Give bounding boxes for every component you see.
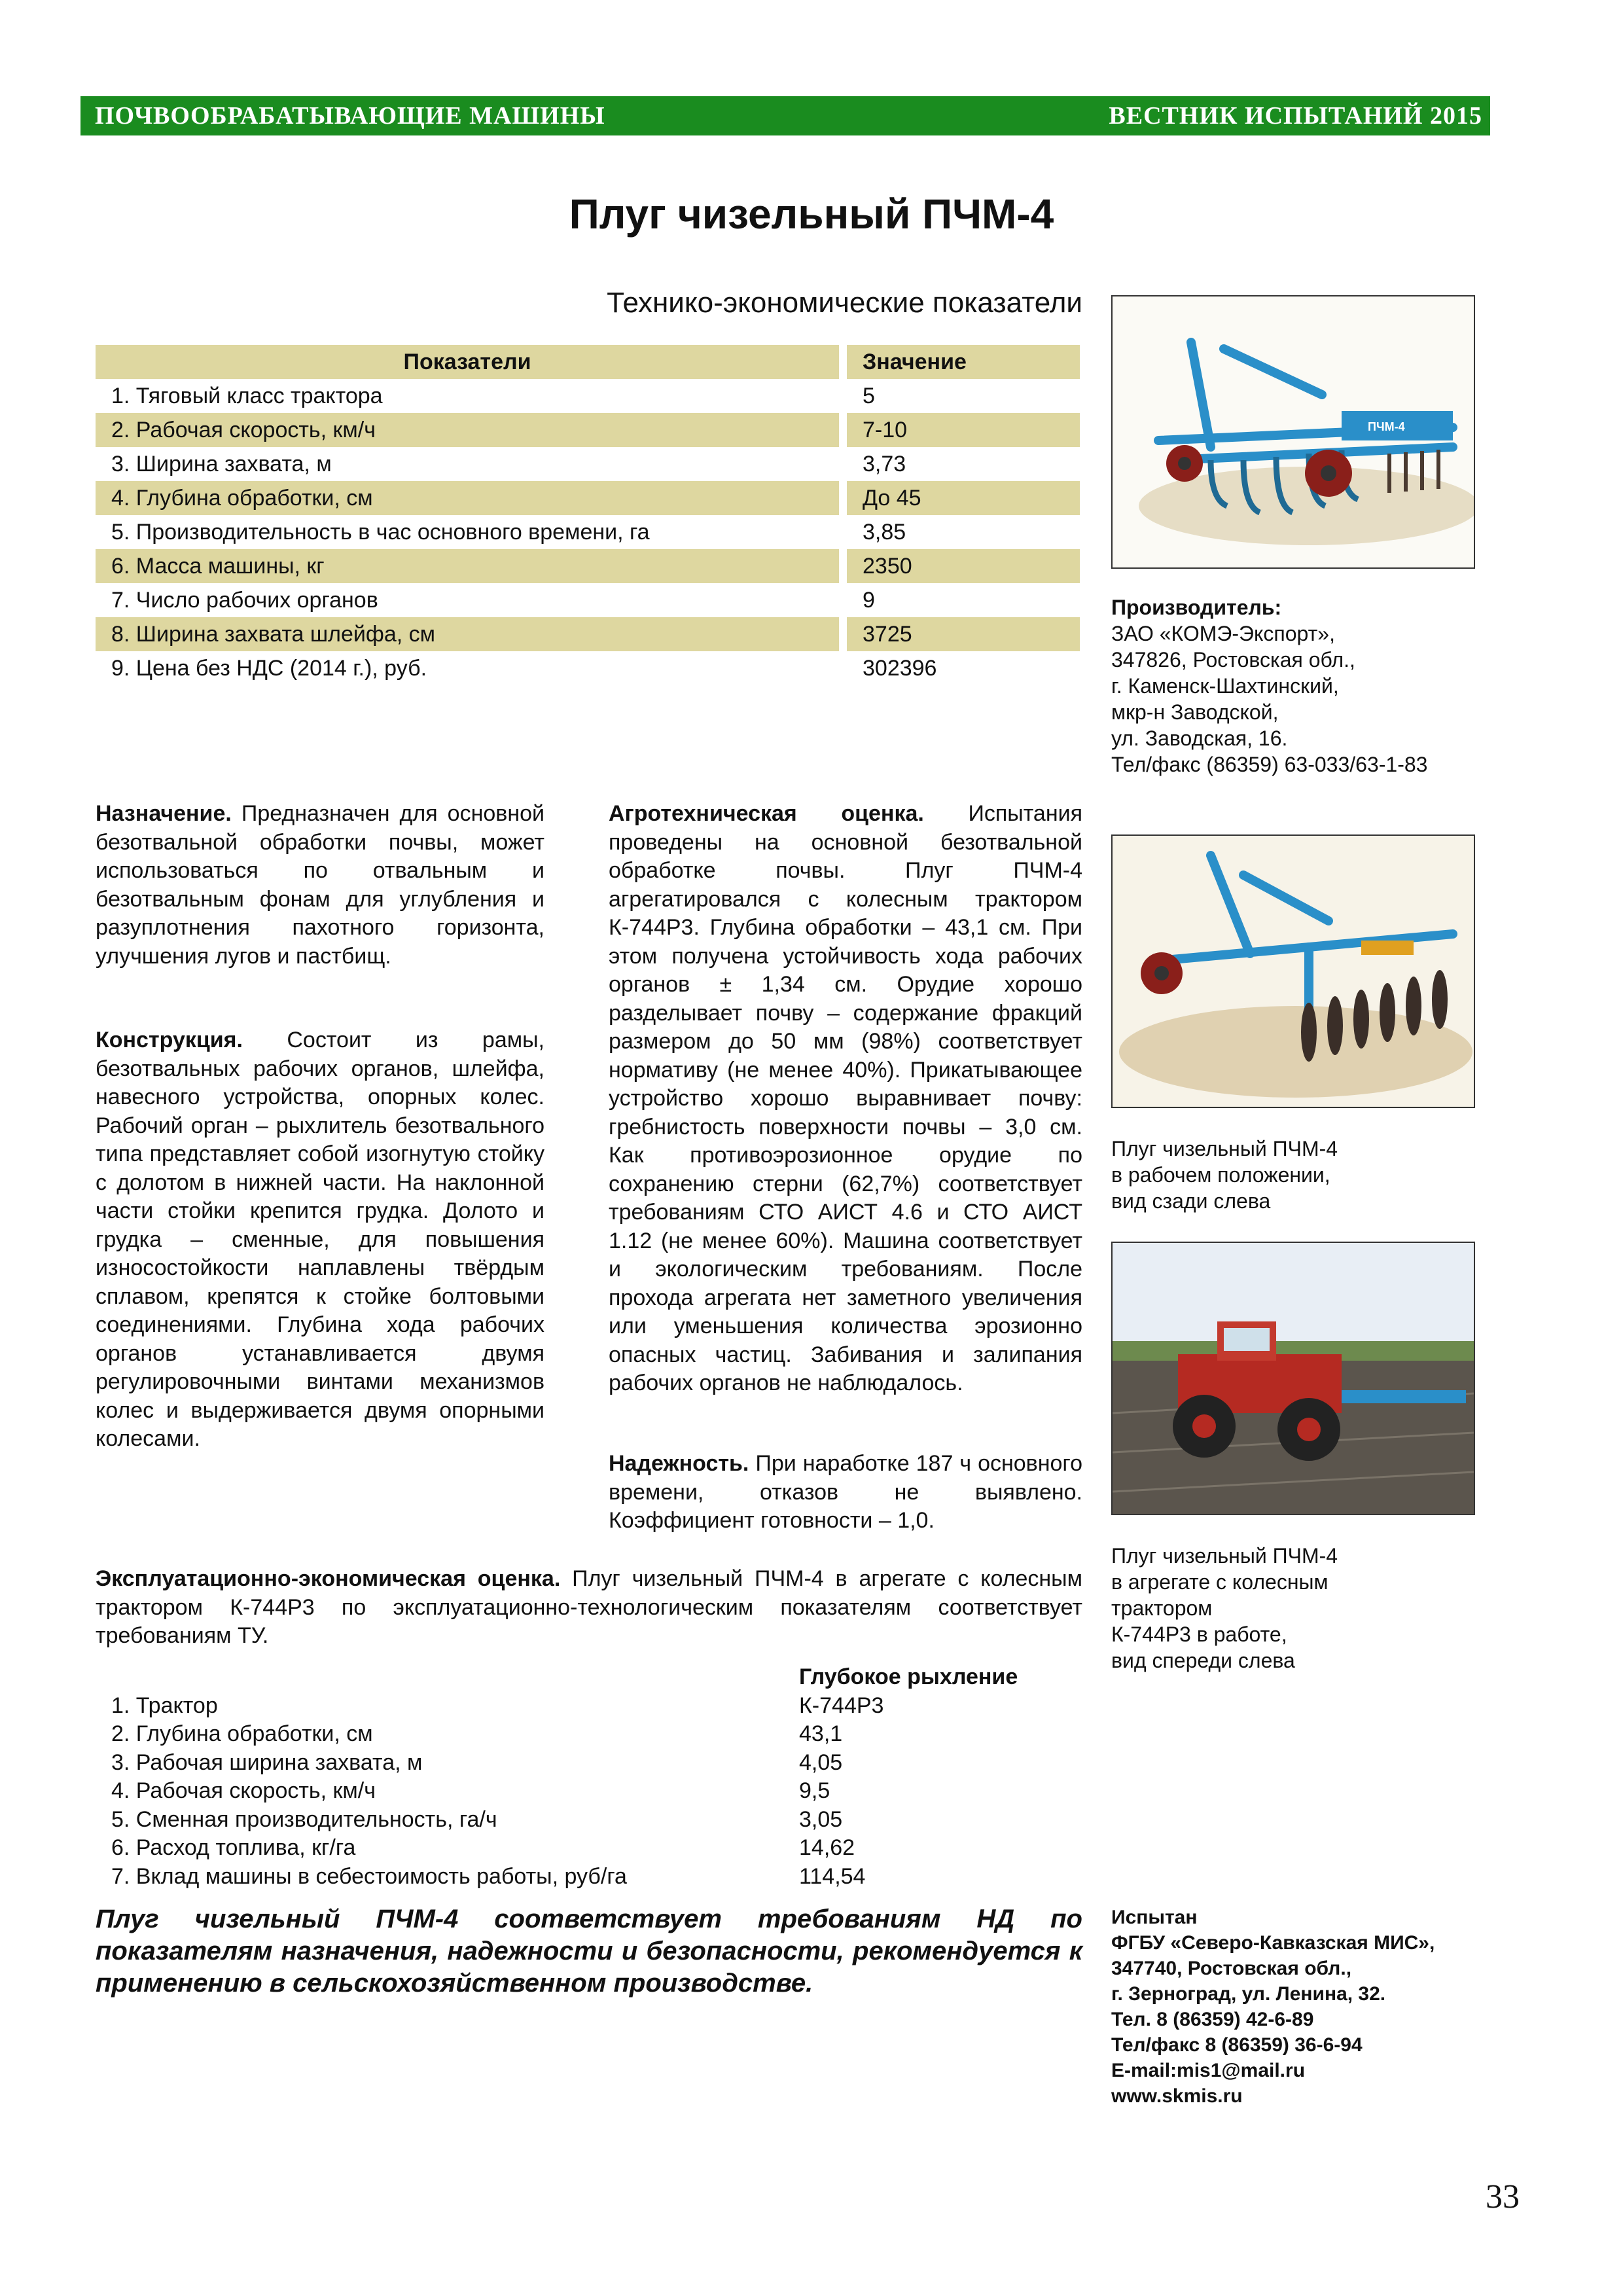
manufacturer-line: мкр-н Заводской,	[1111, 700, 1279, 724]
exploit-row	[96, 1749, 1077, 1778]
tractor-photo	[1111, 1242, 1475, 1515]
caption-line: вид сзади слева	[1111, 1189, 1271, 1213]
spec-label: 7. Число рабочих органов	[111, 587, 378, 613]
spec-row	[96, 481, 1080, 515]
tractor-illustration	[1113, 1243, 1474, 1514]
header-bar	[80, 96, 1490, 135]
manufacturer-block	[1111, 594, 1478, 778]
exploit-label: 3. Рабочая ширина захвата, м	[111, 1749, 423, 1775]
caption-line: в рабочем положении,	[1111, 1163, 1330, 1187]
agro-section	[609, 800, 1082, 1398]
tester-line: ФГБУ «Северо-Кавказская МИС»,	[1111, 1932, 1435, 1954]
spec-label: 4. Глубина обработки, см	[96, 481, 839, 515]
exploit-table	[96, 1663, 1077, 1891]
spec-row	[96, 583, 1080, 617]
exploit-row	[96, 1720, 1077, 1749]
spec-row	[96, 617, 1080, 651]
spec-header-value: Значение	[847, 345, 1080, 379]
spec-row	[96, 515, 1080, 549]
exploit-row	[96, 1834, 1077, 1863]
manufacturer-line: 347826, Ростовская обл.,	[1111, 648, 1355, 672]
caption-line: трактором	[1111, 1596, 1213, 1620]
plow-plate-text: ПЧМ-4	[1368, 420, 1405, 433]
construction-text: Состоит из рамы, безотвальных рабочих органов, шлейфа, навесного устройства, опорных колес. Рабочий орган – рыхлитель безотвального типа представляет собой изогнутую стойку с долотом в нижней части. На наклонной части стойки крепится грудка. Долото и грудка – сменные, для повышения износостойкости наплавлены твёрдым сплавом, крепятся к стойке болтовыми соединениями. Глубина хода рабочих органов устанавливается двумя регулировочными винтами механизмов колес и выдерживается двумя опорными колесами.	[96, 1028, 544, 1451]
caption-line: вид спереди слева	[1111, 1649, 1295, 1672]
spec-value: До 45	[847, 481, 1080, 515]
tester-line: г. Зерноград, ул. Ленина, 32.	[1111, 1983, 1386, 2005]
tester-line: E-mail:mis1@mail.ru	[1111, 2060, 1306, 2081]
purpose-heading: Назначение.	[96, 801, 232, 826]
exploit-label: 6. Расход топлива, кг/га	[111, 1835, 356, 1861]
exploit-value: 9,5	[799, 1778, 830, 1804]
spec-row	[96, 413, 1080, 447]
exploit-header: Глубокое рыхление	[799, 1664, 1018, 1690]
spec-table	[96, 345, 1080, 685]
caption-line: К-744Р3 в работе,	[1111, 1623, 1287, 1646]
purpose-text: Предназначен для основной безотвальной обработки почвы, может использоваться по отвальным и безотвальным фонам для углубления и разуплотнения пахотного горизонта, улучшения лугов и пастбищ.	[96, 801, 544, 969]
manufacturer-line: ул. Заводская, 16.	[1111, 726, 1288, 750]
exploit-label: 7. Вклад машины в себестоимость работы, руб/га	[111, 1863, 627, 1889]
page-title: Плуг чизельный ПЧМ-4	[569, 190, 1054, 238]
photo2-caption	[1111, 1136, 1478, 1214]
page-number: 33	[1486, 2178, 1520, 2215]
agro-text: Испытания проведены на основной безотвальной обработке почвы. Плуг ПЧМ-4 агрегатировался с колесным трактором К-744Р3. Глубина обработки – 43,1 см. При этом получена устойчивость хода рабочих органов ± 1,34 см. Орудие хорошо разделывает почву – содержание фракций размером до 50 мм (98%) соответствует нормативу (не менее 40%). Прикатывающее устройство хорошо выравнивает почву: гребнистость поверхности почвы – 3,0 см. Как противоэрозионное орудие по сохранению стерни (62,7%) соответствует требованиям СТО АИСТ 4.6 и СТО АИСТ 1.12 (не менее 60%). Машина соответствует и экологическим требованиям. После прохода агрегата нет заметного увеличения или уменьшения количества эрозионно опасных частиц. Забивания и залипания рабочих органов не наблюдалось.	[609, 801, 1083, 1395]
caption-line: Плуг чизельный ПЧМ-4	[1111, 1544, 1338, 1568]
spec-label: 6. Масса машины, кг	[96, 549, 839, 583]
spec-label: 1. Тяговый класс трактора	[111, 383, 383, 408]
exploit-section	[96, 1565, 1082, 1651]
exploit-label: 4. Рабочая скорость, км/ч	[111, 1778, 376, 1804]
exploit-label: 1. Трактор	[111, 1693, 218, 1718]
construction-section	[96, 1026, 544, 1454]
exploit-row	[96, 1806, 1077, 1835]
exploit-row	[96, 1863, 1077, 1892]
reliability-heading: Надежность.	[609, 1451, 749, 1476]
construction-heading: Конструкция.	[96, 1028, 243, 1052]
exploit-value: 14,62	[799, 1835, 855, 1861]
section-title: ПОЧВООБРАБАТЫВАЮЩИЕ МАШИНЫ	[95, 102, 605, 130]
reliability-section	[609, 1450, 1082, 1535]
caption-line: в агрегате с колесным	[1111, 1570, 1329, 1594]
spec-value: 7-10	[847, 413, 1080, 447]
manufacturer-label: Производитель:	[1111, 596, 1282, 619]
tester-line: 347740, Ростовская обл.,	[1111, 1958, 1352, 1979]
reliability-text: При наработке 187 ч основного времени, отказов не выявлено. Коэффициент готовности – 1,0.	[609, 1451, 1082, 1533]
plow-illustration	[1113, 296, 1474, 567]
exploit-header-row	[96, 1663, 1077, 1692]
tester-block	[1111, 1905, 1478, 2109]
spec-row	[96, 379, 1080, 413]
exploit-label: 5. Сменная производительность, га/ч	[111, 1806, 497, 1832]
spec-header-indicator: Показатели	[96, 345, 839, 379]
exploit-value: 43,1	[799, 1721, 843, 1747]
exploit-label: 2. Глубина обработки, см	[111, 1721, 373, 1747]
exploit-value: 114,54	[799, 1863, 866, 1889]
caption-line: Плуг чизельный ПЧМ-4	[1111, 1137, 1338, 1160]
spec-label: 3. Ширина захвата, м	[111, 451, 332, 476]
spec-label: 5. Производительность в час основного времени, га	[111, 519, 650, 545]
purpose-section	[96, 800, 544, 971]
spec-row	[96, 651, 1080, 685]
spec-value: 302396	[863, 655, 937, 681]
spec-value: 5	[863, 383, 875, 408]
spec-label: 9. Цена без НДС (2014 г.), руб.	[111, 655, 427, 681]
exploit-value: 3,05	[799, 1806, 843, 1832]
tester-label: Испытан	[1111, 1907, 1198, 1928]
table-subtitle: Технико-экономические показатели	[607, 287, 1082, 319]
spec-value: 9	[863, 587, 875, 613]
photo3-caption	[1111, 1543, 1478, 1674]
spec-header-row	[96, 345, 1080, 379]
exploit-heading: Эксплуатационно-экономическая оценка.	[96, 1566, 561, 1591]
exploit-value: 4,05	[799, 1749, 843, 1775]
journal-title: ВЕСТНИК ИСПЫТАНИЙ 2015	[1109, 102, 1482, 130]
plow-rear-illustration	[1113, 836, 1474, 1107]
spec-row	[96, 549, 1080, 583]
exploit-text: Плуг чизельный ПЧМ-4 в агрегате с колесным трактором К-744Р3 по эксплуатационно-технологическим показателям соответствует требованиям ТУ.	[96, 1566, 1082, 1648]
manufacturer-line: Тел/факс (86359) 63-033/63-1-83	[1111, 753, 1428, 776]
spec-label: 2. Рабочая скорость, км/ч	[96, 413, 839, 447]
tester-line: Тел/факс 8 (86359) 36-6-94	[1111, 2034, 1363, 2056]
spec-value: 3,73	[863, 451, 906, 476]
tester-line: Тел. 8 (86359) 42-6-89	[1111, 2009, 1314, 2030]
agro-heading: Агротехническая оценка.	[609, 801, 924, 826]
spec-row	[96, 447, 1080, 481]
manufacturer-line: ЗАО «КОМЭ-Экспорт»,	[1111, 622, 1335, 645]
plow-photo	[1111, 295, 1475, 569]
exploit-value: К-744Р3	[799, 1693, 884, 1718]
spec-value: 2350	[847, 549, 1080, 583]
exploit-row	[96, 1692, 1077, 1721]
plow-rear-photo	[1111, 834, 1475, 1108]
manufacturer-line: г. Каменск-Шахтинский,	[1111, 674, 1339, 698]
spec-label: 8. Ширина захвата шлейфа, см	[96, 617, 839, 651]
spec-value: 3725	[847, 617, 1080, 651]
exploit-row	[96, 1777, 1077, 1806]
tester-line: www.skmis.ru	[1111, 2085, 1243, 2107]
spec-value: 3,85	[863, 519, 906, 545]
conclusion: Плуг чизельный ПЧМ-4 соответствует требованиям НД по показателям назначения, надежности и безопасности, рекомендуется к применению в сельскохозяйственном производстве.	[96, 1905, 1082, 1998]
